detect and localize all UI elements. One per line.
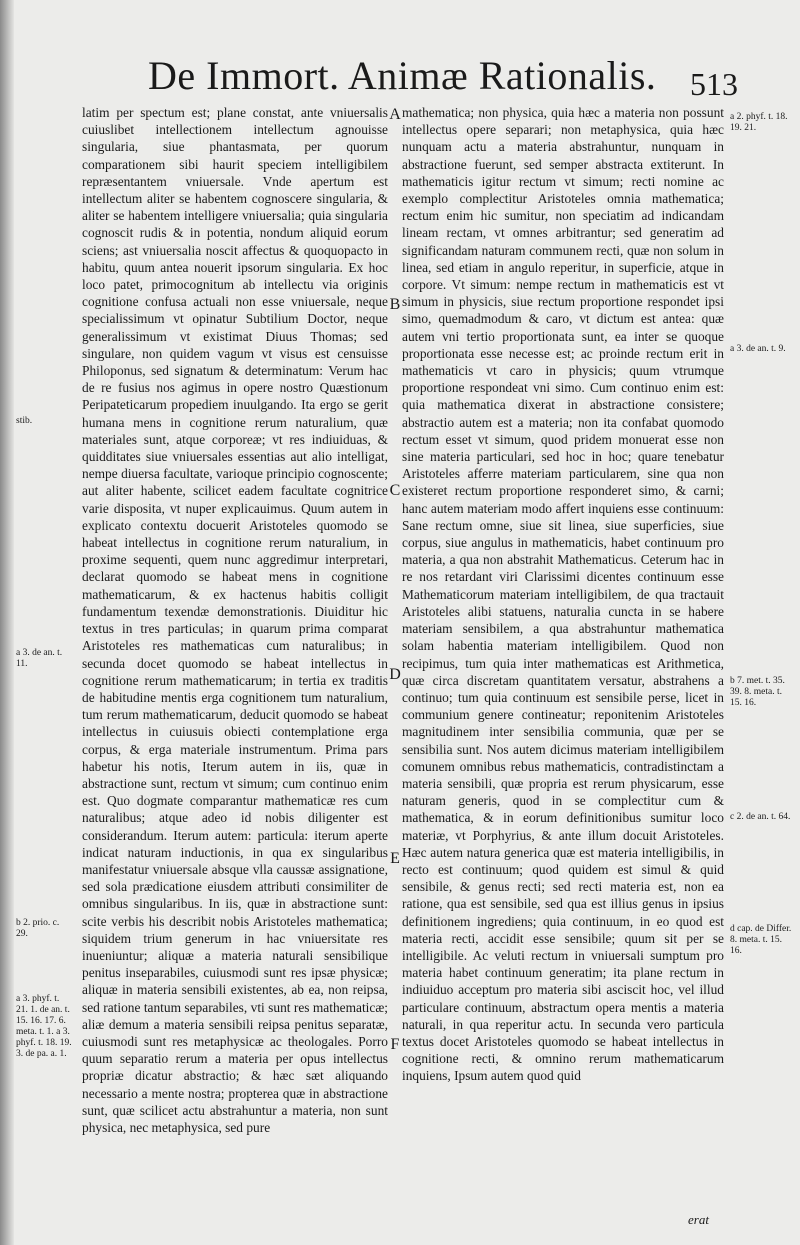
left-margin-note: b 2. prio. c. 29. <box>16 918 60 939</box>
section-letter-d: D <box>389 666 401 683</box>
left-column-text: latim per spectum est; plane constat, ante vniuersalis cuiuslibet intellectionem intellectum agnouisse singularia, siue phantasmata, per quorum comparationem sibi haurit speciem intelligibilem repræsentantem vniuersale. Vnde apertum est intellectum aliter se habentem cognoscere singularia, & aliter se habentem intelligere vniuersalia; quia singularia cognoscit rudis & in potentia, nondum aliquid eorum sciens; ast vniuersalia noscit affectus & quoquopacto in habitu, quum antea nouerit ipsorum singularia. Ex hoc loco patet, primocognitum ab intellectu via originis cognitione confusa actuali non esse vniuersale, neque specialissimum vt opinatur Subtilium Doctor, neque generalissimum vt existimat Diuus Thomas; sed singulare, non quidem vagum vt visus est censuisse Philoponus, sed signatum & determinatum: Verum hac de re fusius nos agimus in opere nostro Quæstionum Peripateticarum propediem inuulgando. Ita ergo se gerit humana mens in cognitione rerum naturalium, quæ materiales sunt, atque corporeæ; vt res indiuiduas, & quidditates siue vniuersales essentias aut alio intelligat, nempe diuersa facultate, varioque principio cognoscente; aut aliter habente, scilicet eadem facultate cognitrice varie disposita, vt nuper explicauimus. Quum autem in explicato contextu docuerit Aristoteles quomodo se habeat intellectus in cognitione rerum naturalium, in proxime sequenti, quem nunc aggredimur interpretari, declarat quomodo se habeat mens in cognitione mathematicarum, & ex hactenus habitis colligit fundamentum texendæ demonstrationis. Diuiditur hic textus in tres particulas; in quarum prima comparat Aristoteles res mathematicas cum naturalibus; in secunda docet quomodo se habeat intellectus in cognitione rerum mathematicarum; in tertia ex traditis de habitudine mentis erga cognitionem tum naturalium, tum rerum mathematicarum, deducit quomodo se habeat intellectus in cuiusuis obiecti contemplatione erga corpus, & erga materiale instrumentum. Prima pars habetur his notis, Iterum autem in iis, quæ in abstractione sunt, rectum vt simum; cum continuo enim est. Quo dogmate comparantur mathematicæ res cum naturalibus; atque adeo id nobis diligenter est considerandum. Iterum autem: particula: iterum aperte indicat naturam inductionis, in qua ex singularibus manifestatur vniuersale absque vlla caussæ assignatione, sed sola prædicatione eiusdem attributi consimiliter de omnibus singularibus. In iis, quæ in abstractione sunt: scite verbis his describit nobis Aristoteles mathematica; siquidem trium generum in hac vniuersitate res inueniuntur; aliquæ a materia naturali sensibilique penitus inseparabiles, cuiusmodi sunt res ipsæ physicæ; aliquæ in materia sensibili existentes, ab ea, non reipsa, sed ratione tantum separabiles, vti sunt res mathematicæ; aliæ demum a materia sensibili reipsa penitus separatæ, cuiusmodi sunt res metaphysicæ ac theologales. Porro quum separatio rerum a materia per opus intellectus propriæ dicatur abstractio; & hæc sæt aliquando necessario a mente nostra; propterea quæ in abstractione sunt, quæ scilicet actu abstrahuntur a materia, non sunt physica, nec metaphysica, sed pure <box>82 105 388 1135</box>
section-letter-a: A <box>389 106 401 123</box>
page-number: 513 <box>690 66 738 102</box>
section-letter-e: E <box>390 850 400 867</box>
right-margin-note: c 2. de an. t. 64. <box>730 812 791 822</box>
right-column-text: mathematica; non physica, quia hæc a materia non possunt intellectus opere separari; non metaphysica, quia hæc nunquam actu a materia abstrahuntur, nunquam in abstractione fuerunt, sed semper abstracta extiterunt. In mathematicis igitur rectum vt simum; recti nomine ac exemplo complectitur Aristoteles omnia mathematica; rectum enim hic sumitur, non speciatim ad indicandam lineam rectam, vt omnes arbitrantur; sed generatim ad significandam naturam communem recti, quæ non solum in linea, sed etiam in angulo reperitur, in superficie, atque in corpore. Vt simum: nempe rectum in mathematicis est vt simum in physicis, siue rectum proportione respondet ipsi simo, quemadmodum & caro, vt dictum est antea: quæ autem vni tertio proportionata sunt, ea inter se quoque proportionata esse necesse est; ac proinde rectum erit in mathematicis vt caro in physicis; quum vtrumque proportione respondeat vni simo. Cum continuo enim est: quia mathematica dixerat in abstractione consistere; abstractio autem est a materia; non ita confabat quomodo rectum esset vt simum, quod pridem monuerat esse non sine materia particulari, sed hoc in hoc; quare tenebatur Aristoteles afferre materiam particularem, sine qua non existeret rectum proportione responderet simo, & carni; hanc autem materiam modo affert inquiens esse continuum: Sane rectum omne, siue sit linea, siue superficies, siue corpus, siue angulus in mathematicis, habet continuum pro materia, a qua non abstrahit Mathematicus. Ceterum hac in re nos retardant viri Clarissimi dicentes continuum esse Mathematicorum materiam intelligibilem, de qua tractauit Aristoteles alibi statuens, naturalia cuncta in se habere materiam sensibilem, a qua abstrahuntur mathematica solam habentia materiam intelligibilem. Quod non recipimus, tum quia inter mathematicas est Arithmetica, quæ circa discretam quantitatem versatur, abstrahens a continuo; tum quia continuum est sensibile perse, licet in communium genere contineatur; reponitenim Aristoteles magnitudinem inter sensibilia communia, quæ per se sensibilia sunt. Nos autem dicimus materiam intelligibilem comunem omnibus rebus mathematicis, contradistinctam a materia sensibili, quæ propria est rerum physicarum, esse naturam generis, quod in se complectitur cum & mathematica, & in eorum definitionibus sumitur loco materiæ, vt Porphyrius, & ante illum docuit Aristoteles. Hæc autem natura generica quæ est materia intelligibilis, in recto est continuum; quod quidem est simul & quid sensibile, & genus recti; sed recti materia est, non ea ratione, qua est sensibile, sed qua est illius genus in ipsius definitionem ingrediens; quia continuum, in eo quod est materia recti, accidit esse sensibile; quum sit per se intelligibile. Ac veluti rectum in vniuersali sumptum pro materia habet continuum generatim; ita plane rectum in indiuiduo acceptum pro materia sibi asciscit hoc, vel illud particulare continuum, abstractum opera mentis a materia naturali, in qua reperitur actu. In secunda vero particula textus docet Aristoteles quomodo se habeat intellectus in cognitione recti, & omnino rerum mathematicarum inquiens, Ipsum autem quod quid <box>402 105 724 1084</box>
right-margin-note: a 2. phyf. t. 18. 19. 21. <box>730 112 788 133</box>
running-head-title: De Immort. Animæ Rationalis. <box>148 53 657 98</box>
left-text-column <box>82 104 388 1224</box>
section-letter-b: B <box>389 296 401 313</box>
catchword: erat <box>688 1212 709 1227</box>
left-margin-note: stib. <box>16 416 33 426</box>
left-margin-note: a 3. de an. t. 11. <box>16 648 63 669</box>
right-margin-note: a 3. de an. t. 9. <box>730 344 786 354</box>
right-text-column <box>402 104 724 1224</box>
right-margin-note: d cap. de Differ. 8. meta. t. 15. 16. <box>730 924 792 956</box>
section-letter-c: C <box>389 482 401 499</box>
left-margin-note: a 3. phyf. t. 21. 1. de an. t. 15. 16. 17. 6. meta. t. 1. a 3. phyf. t. 18. 19. 3. de pa. a. 1. <box>16 994 72 1059</box>
right-margin-note: b 7. met. t. 35. 39. 8. meta. t. 15. 16. <box>730 676 785 708</box>
section-letter-f: F <box>390 1036 400 1053</box>
page-gutter-shadow <box>0 0 14 1245</box>
